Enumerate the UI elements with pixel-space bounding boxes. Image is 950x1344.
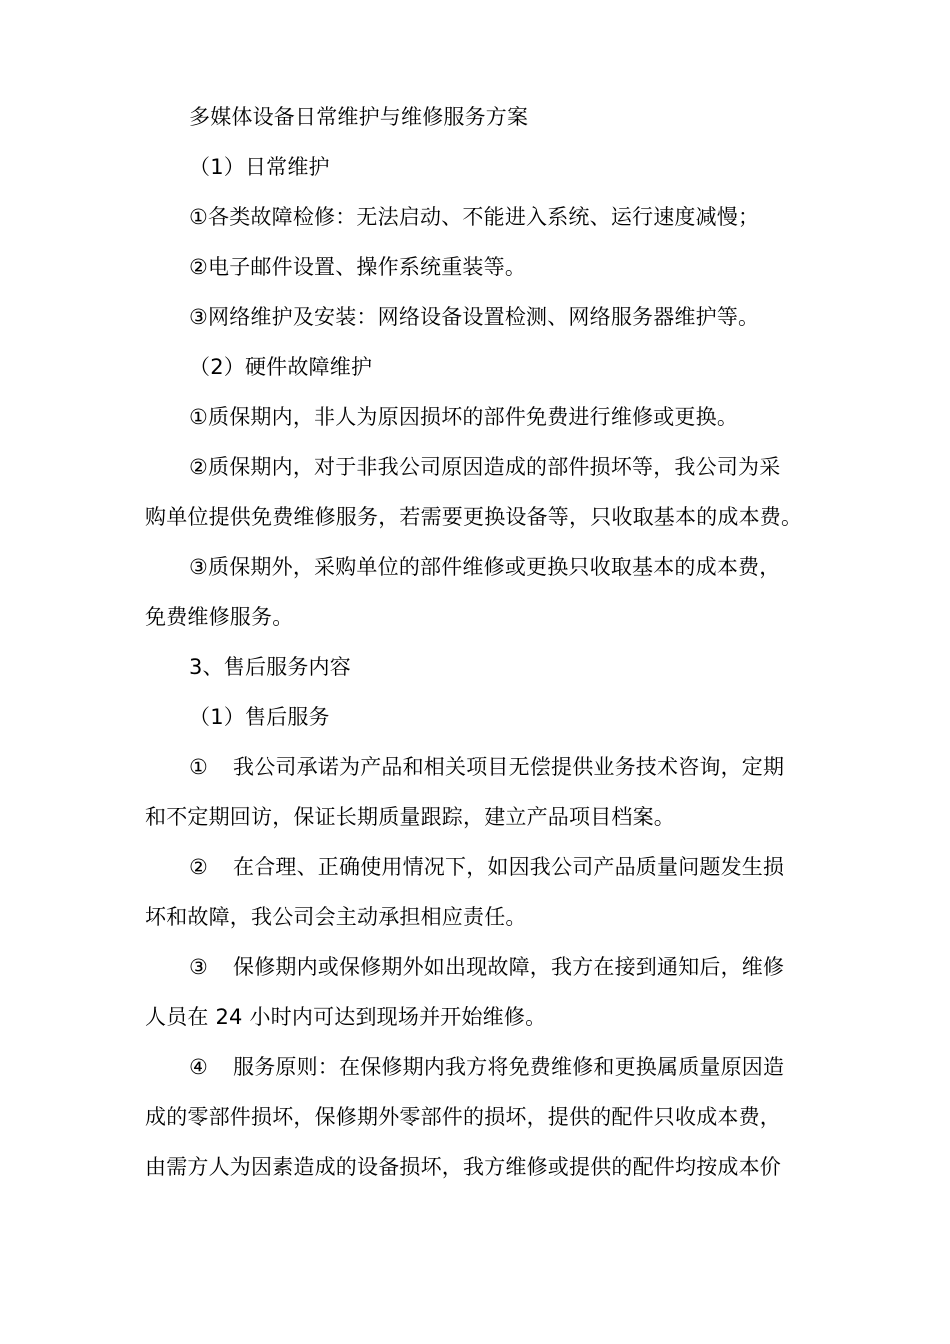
section-heading-daily-maintenance: （1）日常维护: [189, 155, 330, 179]
item-text: 在合理、正确使用情况下，如因我公司产品质量问题发生损: [233, 855, 785, 879]
item-text: 服务原则：在保修期内我方将免费维修和更换属质量原因造: [233, 1055, 785, 1079]
paragraph-line: 和不定期回访，保证长期质量跟踪，建立产品项目档案。: [145, 805, 675, 829]
section-heading-after-sales: 3、售后服务内容: [189, 655, 351, 679]
item-text: 保修期内或保修期外如出现故障，我方在接到通知后，维修: [233, 955, 785, 979]
item-marker: ②: [189, 855, 209, 879]
paragraph-line: [0, 752, 950, 782]
paragraph-line: ②质保期内，对于非我公司原因造成的部件损坏等，我公司为采: [189, 455, 781, 479]
paragraph-line: ①各类故障检修：无法启动、不能进入系统、运行速度减慢；: [189, 205, 760, 229]
paragraph-line: 坏和故障，我公司会主动承担相应责任。: [145, 905, 527, 929]
item-marker: ③: [189, 955, 209, 979]
item-marker: ①: [189, 755, 209, 779]
paragraph-line: ③质保期外，采购单位的部件维修或更换只收取基本的成本费，: [189, 555, 781, 579]
paragraph-line: [0, 952, 950, 982]
paragraph-line: 免费维修服务。: [145, 605, 294, 629]
item-text: 我公司承诺为产品和相关项目无偿提供业务技术咨询，定期: [233, 755, 785, 779]
paragraph-line: 成的零部件损坏，保修期外零部件的损坏，提供的配件只收成本费，: [145, 1105, 781, 1129]
paragraph-line: ①质保期内，非人为原因损坏的部件免费进行维修或更换。: [189, 405, 739, 429]
paragraph-line: 人员在 24 小时内可达到现场并开始维修。: [145, 1005, 547, 1029]
paragraph-line: 购单位提供免费维修服务，若需要更换设备等，只收取基本的成本费。: [145, 505, 803, 529]
paragraph-line: ②电子邮件设置、操作系统重装等。: [189, 255, 527, 279]
section-heading-hardware-fault: （2）硬件故障维护: [189, 355, 373, 379]
document-title: 多媒体设备日常维护与维修服务方案: [189, 105, 529, 129]
paragraph-line: ③网络维护及安装：网络设备设置检测、网络服务器维护等。: [189, 305, 760, 329]
item-marker: ④: [189, 1055, 209, 1079]
paragraph-line: [0, 852, 950, 882]
paragraph-line: [0, 1052, 950, 1082]
section-heading-after-sales-service: （1）售后服务: [189, 705, 330, 729]
paragraph-line: 由需方人为因素造成的设备损坏，我方维修或提供的配件均按成本价: [145, 1155, 781, 1179]
